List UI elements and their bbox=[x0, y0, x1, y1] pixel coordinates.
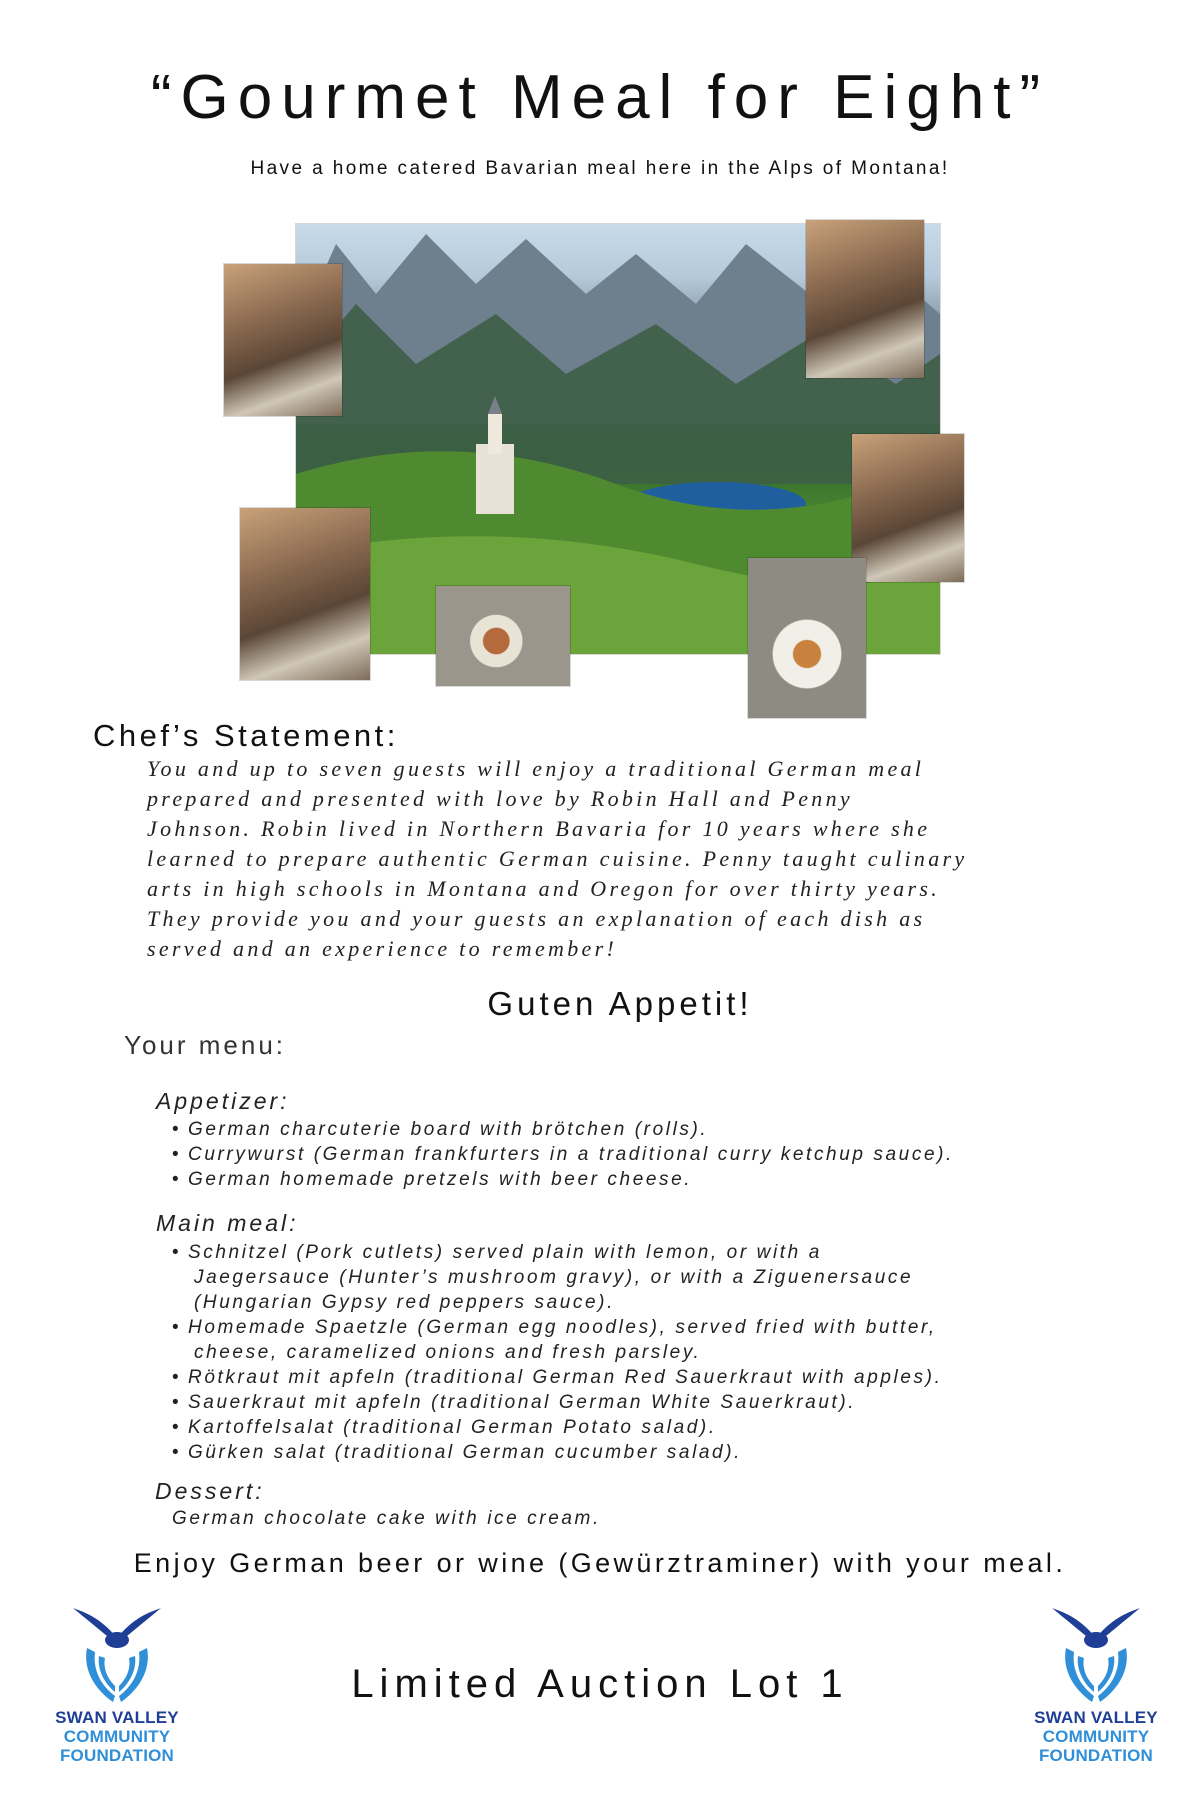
menu-item-line: • Currywurst (German frankfurters in a traditional curry ketchup sauce). bbox=[188, 1144, 954, 1165]
dinner-party-photo bbox=[240, 508, 370, 680]
guten-appetit-heading: Guten Appetit! bbox=[487, 985, 753, 1022]
menu-item bbox=[172, 1390, 942, 1415]
menu-item bbox=[172, 1415, 942, 1440]
menu-item-line: • Kartoffelsalat (traditional German Potato salad). bbox=[188, 1417, 717, 1438]
menu-item-line: Jaegersauce (Hunter’s mushroom gravy), or with a Ziguenersauce bbox=[194, 1267, 914, 1288]
swan-valley-logo bbox=[1026, 1598, 1166, 1765]
dessert-label: Dessert: bbox=[155, 1478, 265, 1504]
auction-lot-label: Limited Auction Lot 1 bbox=[351, 1662, 849, 1706]
dessert-text: German chocolate cake with ice cream. bbox=[172, 1508, 601, 1529]
plated-meal-photo bbox=[748, 558, 866, 718]
dinner-party-photo bbox=[224, 264, 342, 416]
appetizer-label: Appetizer: bbox=[156, 1088, 290, 1114]
dinner-party-photo bbox=[852, 434, 964, 582]
logo-line-3: FOUNDATION bbox=[59, 1746, 175, 1765]
bird-hands-icon bbox=[69, 1598, 165, 1708]
menu-item bbox=[172, 1117, 954, 1142]
logo-line-2: COMMUNITY bbox=[63, 1727, 171, 1746]
menu-item bbox=[172, 1315, 942, 1365]
menu-item-line: • Sauerkraut mit apfeln (traditional German White Sauerkraut). bbox=[188, 1392, 857, 1413]
appetizer-list bbox=[172, 1117, 954, 1192]
subtitle: Have a home catered Bavarian meal here in the Alps of Montana! bbox=[250, 158, 950, 179]
dinner-party-photo bbox=[806, 220, 924, 378]
main-meal-label: Main meal: bbox=[156, 1210, 299, 1236]
swan-valley-logo bbox=[47, 1598, 187, 1765]
menu-item-line: • German charcuterie board with brötchen (rolls). bbox=[188, 1119, 709, 1140]
logo-line-3: FOUNDATION bbox=[1038, 1746, 1154, 1765]
bird-hands-icon bbox=[1048, 1598, 1144, 1708]
menu-item bbox=[172, 1240, 942, 1315]
menu-item-line: • Gürken salat (traditional German cucumber salad). bbox=[188, 1442, 743, 1463]
soup-table-photo bbox=[436, 586, 570, 686]
page-title: “Gourmet Meal for Eight” bbox=[150, 63, 1050, 132]
photo-collage bbox=[0, 0, 1200, 720]
menu-item bbox=[172, 1142, 954, 1167]
menu-item-line: • German homemade pretzels with beer cheese. bbox=[188, 1169, 693, 1190]
menu-item-line: cheese, caramelized onions and fresh parsley. bbox=[194, 1342, 702, 1363]
logo-line-1: SWAN VALLEY bbox=[1034, 1708, 1158, 1727]
menu-heading: Your menu: bbox=[124, 1030, 287, 1060]
menu-item bbox=[172, 1365, 942, 1390]
main-meal-list bbox=[172, 1240, 942, 1465]
chef-statement-heading: Chef’s Statement: bbox=[93, 718, 399, 753]
chef-statement-text: You and up to seven guests will enjoy a traditional German meal prepared and presented with love by Robin Hall and Penny Johnson. Robin lived in Northern Bavaria for 10 years where she learned to prepare authentic German cuisine. Penny taught culinary arts in high schools in Montana and Oregon for over thirty years. They provide you and your guests an explanation of each dish as served and an experience to remember! bbox=[147, 756, 968, 961]
menu-item-line: • Schnitzel (Pork cutlets) served plain with lemon, or with a bbox=[188, 1242, 822, 1263]
beverage-note: Enjoy German beer or wine (Gewürztraminer) with your meal. bbox=[133, 1548, 1067, 1578]
menu-item-line: (Hungarian Gypsy red peppers sauce). bbox=[194, 1292, 615, 1313]
menu-item-line: • Rötkraut mit apfeln (traditional German Red Sauerkraut with apples). bbox=[188, 1367, 943, 1388]
logo-line-2: COMMUNITY bbox=[1042, 1727, 1150, 1746]
menu-item bbox=[172, 1167, 954, 1192]
logo-line-1: SWAN VALLEY bbox=[55, 1708, 179, 1727]
menu-item-line: • Homemade Spaetzle (German egg noodles), served fried with butter, bbox=[188, 1317, 937, 1338]
menu-item bbox=[172, 1440, 942, 1465]
